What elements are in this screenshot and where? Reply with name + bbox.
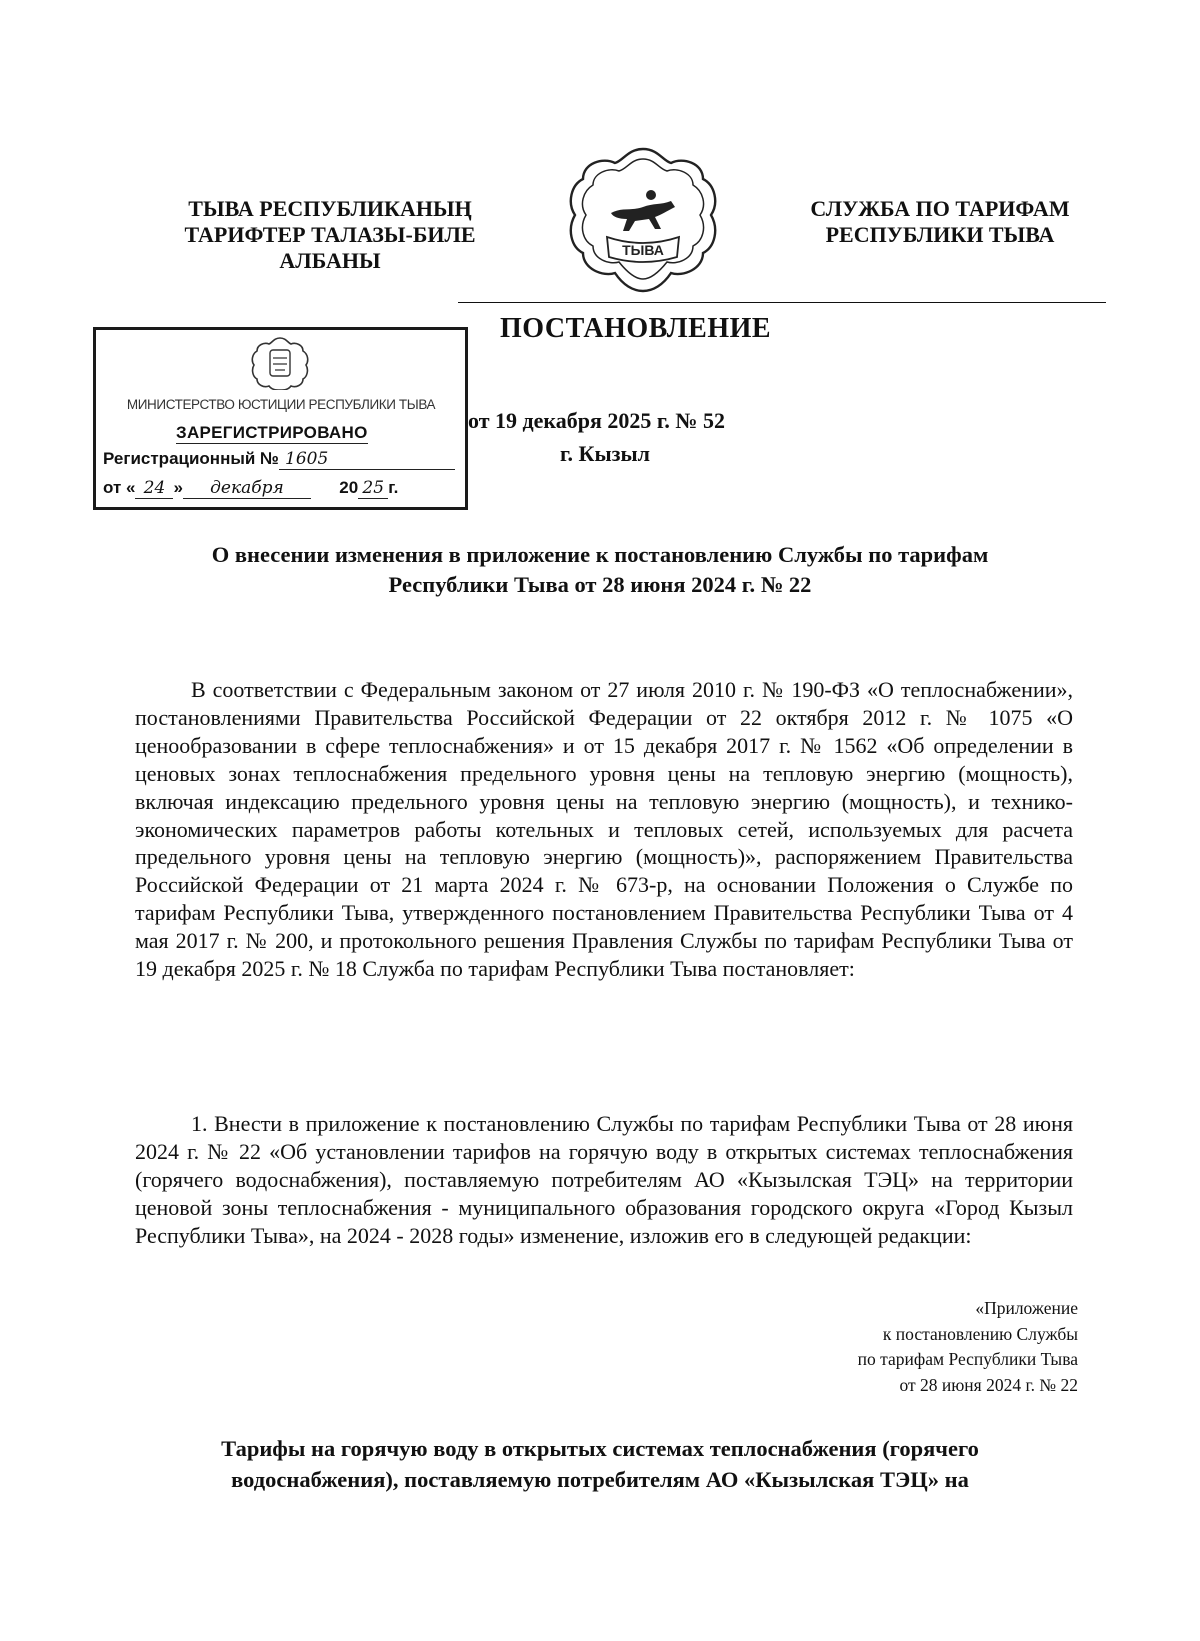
tariff-title-line: водоснабжения), поставляемую потребителям АО «Кызылская ТЭЦ» на <box>231 1467 969 1492</box>
appendix-line: «Приложение <box>975 1298 1078 1318</box>
body-paragraph-2: 1. Внести в приложение к постановлению Службы по тарифам Республики Тыва от 28 июня 2024 г. № 22 «Об установлении тарифов на горячую воду в открытых системах теплоснабжения (горячего водоснабжения), поставляемую потребителям АО «Кызылская ТЭЦ» на территории ценовой зоны теплоснабжения - муниципального образования городского округа «Город Кызыл Республики Тыва», на 2024 - 2028 годы» изменение, изложив его в следующей редакции: <box>135 1111 1073 1248</box>
header-right-line: РЕСПУБЛИКИ ТЫВА <box>825 222 1055 247</box>
document-date-number: от 19 декабря 2025 г. № 52 <box>468 408 726 433</box>
header-left-line: ТЫВА РЕСПУБЛИКАНЫҢ <box>188 196 472 221</box>
stamp-year: 25 <box>358 478 388 499</box>
title-line: О внесении изменения в приложение к постановлению Службы по тарифам <box>211 542 989 567</box>
stamp-date <box>103 478 463 499</box>
header-left-line: ТАРИФТЕР ТАЛАЗЫ-БИЛЕ <box>184 222 476 247</box>
body-paragraph-1: В соответствии с Федеральным законом от 27 июля 2010 г. № 190-ФЗ «О теплоснабжении», постановлениями Правительства Российской Федерации от 22 октября 2012 г. № 1075 «О ценообразовании в сфере теплоснабжения» и от 15 декабря 2017 г. № 1562 «Об определении в ценовых зонах теплоснабжения предельного уровня цены на тепловую энергию (мощность), включая индексацию предельного уровня цены на тепловую энергию (мощность), и технико-экономических параметров работы котельных и тепловых сетей, используемых для расчета предельного уровня цены на тепловую энергию (мощность)», распоряжением Правительства Российской Федерации от 21 марта 2024 г. № 673-р, на основании Положения о Службе по тарифам Республики Тыва, утвержденного постановлением Правительства Республики Тыва от 4 мая 2017 г. № 200, и протокольного решения Правления Службы по тарифам Республики Тыва от 19 декабря 2025 г. № 18 Служба по тарифам Республики Тыва постановляет: <box>135 677 1073 982</box>
header-right-line: СЛУЖБА ПО ТАРИФАМ <box>810 196 1070 221</box>
appendix-note <box>858 1296 1078 1398</box>
stamp-reg-label: Регистрационный № <box>103 449 279 468</box>
stamp-ministry: МИНИСТЕРСТВО ЮСТИЦИИ РЕСПУБЛИКИ ТЫВА <box>126 397 436 412</box>
stamp-year-prefix: 20 <box>339 478 359 497</box>
tariff-title-line: Тарифы на горячую воду в открытых системах теплоснабжения (горячего <box>221 1436 979 1461</box>
document-title <box>120 540 1080 600</box>
stamp-registered: ЗАРЕГИСТРИРОВАНО <box>176 423 368 442</box>
tariff-title <box>120 1433 1080 1495</box>
appendix-line: к постановлению Службы <box>882 1323 1078 1344</box>
document-type: ПОСТАНОВЛЕНИЕ <box>500 313 772 344</box>
appendix-line: от 28 июня 2024 г. № 22 <box>899 1374 1078 1395</box>
header-left-tuvan <box>150 196 510 274</box>
stamp-year-end: г. <box>388 478 399 497</box>
stamp-month: декабря <box>183 478 311 499</box>
stamp-date-mid: » <box>173 478 183 497</box>
stamp-registration-number <box>103 449 458 470</box>
stamp-date-prefix: от « <box>103 478 136 497</box>
title-line: Республики Тыва от 28 июня 2024 г. № 22 <box>388 572 812 597</box>
header-right-russian <box>780 196 1100 248</box>
header-divider <box>458 302 1106 303</box>
appendix-line: по тарифам Республики Тыва <box>857 1349 1078 1369</box>
header-left-line: АЛБАНЫ <box>279 248 381 273</box>
document-city: г. Кызыл <box>560 441 650 466</box>
stamp-day: 24 <box>135 478 173 499</box>
stamp-reg-number: 1605 <box>279 449 455 470</box>
stamp-emblem-icon <box>251 336 309 390</box>
emblem-text: ТЫВА <box>622 242 664 258</box>
registration-stamp <box>93 327 468 510</box>
tuva-emblem-icon <box>563 145 723 295</box>
